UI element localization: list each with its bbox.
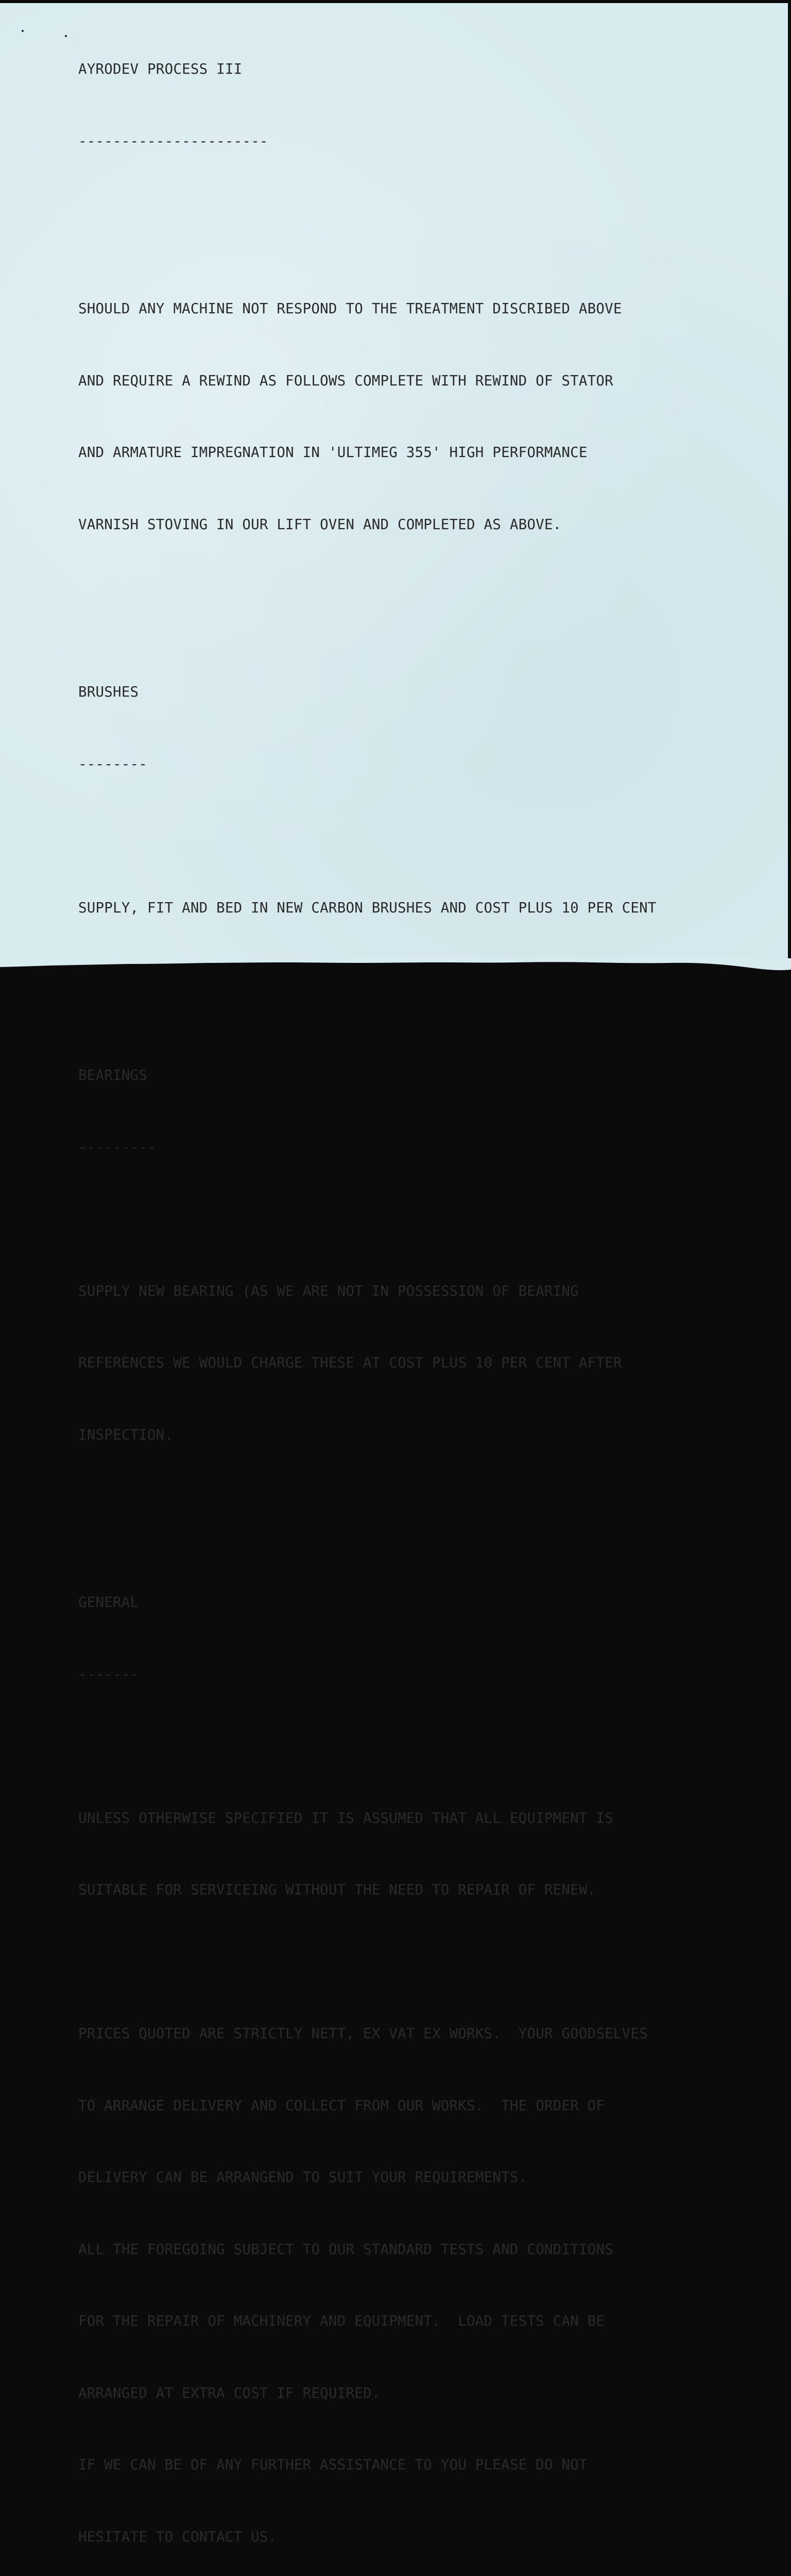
bearings-line: SUPPLY NEW BEARING (AS WE ARE NOT IN POSSESSION OF BEARING: [78, 1282, 579, 1299]
intro-line: VARNISH STOVING IN OUR LIFT OVEN AND COMPLETED AS ABOVE.: [78, 516, 562, 533]
spacer: [78, 1207, 657, 1231]
paper-sheet: [0, 3, 788, 2545]
general-line: TO ARRANGE DELIVERY AND COLLECT FROM OUR WORKS. THE ORDER OF: [78, 2097, 605, 2114]
intro-line: SHOULD ANY MACHINE NOT RESPOND TO THE TREATMENT DISCRIBED ABOVE: [78, 300, 622, 317]
bearings-line: REFERENCES WE WOULD CHARGE THESE AT COST PLUS 10 PER CENT AFTER: [78, 1354, 622, 1371]
general-line: FOR THE REPAIR OF MACHINERY AND EQUIPMENT. LOAD TESTS CAN BE: [78, 2313, 605, 2329]
bearings-line: INSPECTION.: [78, 1426, 174, 1443]
spacer: [78, 1950, 657, 1974]
general-line: PRICES QUOTED ARE STRICTLY NETT, EX VAT EX WORKS. YOUR GOODSELVES: [78, 2025, 648, 2042]
speck-mark: [65, 35, 67, 37]
torn-edge: [0, 958, 791, 1007]
document-body: [78, 9, 657, 2576]
general-line: HESITATE TO CONTACT US.: [78, 2528, 277, 2545]
intro-line: AND REQUIRE A REWIND AS FOLLOWS COMPLETE WITH REWIND OF STATOR: [78, 372, 613, 389]
general-underline: -------: [78, 1666, 139, 1683]
spacer: [78, 1734, 657, 1758]
general-line: ARRANGED AT EXTRA COST IF REQUIRED.: [78, 2384, 381, 2401]
general-line: DELIVERY CAN BE ARRANGEND TO SUIT YOUR REQUIREMENTS.: [78, 2169, 527, 2185]
general-line: SUITABLE FOR SERVICEING WITHOUT THE NEED TO REPAIR OF RENEW.: [78, 1882, 596, 1898]
spacer: [78, 1495, 657, 1519]
spacer: [78, 201, 657, 225]
intro-line: AND ARMATURE IMPREGNATION IN 'ULTIMEG 355' HIGH PERFORMANCE: [78, 444, 588, 461]
general-heading: GENERAL: [78, 1594, 139, 1611]
general-line: IF WE CAN BE OF ANY FURTHER ASSISTANCE TO YOU PLEASE DO NOT: [78, 2456, 588, 2473]
brushes-heading: BRUSHES: [78, 684, 139, 700]
brushes-line: SUPPLY, FIT AND BED IN NEW CARBON BRUSHES AND COST PLUS 10 PER CENT: [78, 899, 657, 916]
spacer: [78, 824, 657, 848]
speck-mark: [22, 30, 24, 32]
brushes-underline: --------: [78, 755, 148, 772]
document-title: AYRODEV PROCESS III: [78, 61, 243, 77]
general-line: ALL THE FOREGOING SUBJECT TO OUR STANDARD TESTS AND CONDITIONS: [78, 2241, 613, 2258]
bearings-heading: BEARINGS: [78, 1067, 148, 1083]
title-underline: ----------------------: [78, 132, 268, 149]
spacer: [78, 584, 657, 608]
bearings-underline: ---------: [78, 1139, 156, 1156]
general-line: UNLESS OTHERWISE SPECIFIED IT IS ASSUMED THAT ALL EQUIPMENT IS: [78, 1809, 613, 1826]
